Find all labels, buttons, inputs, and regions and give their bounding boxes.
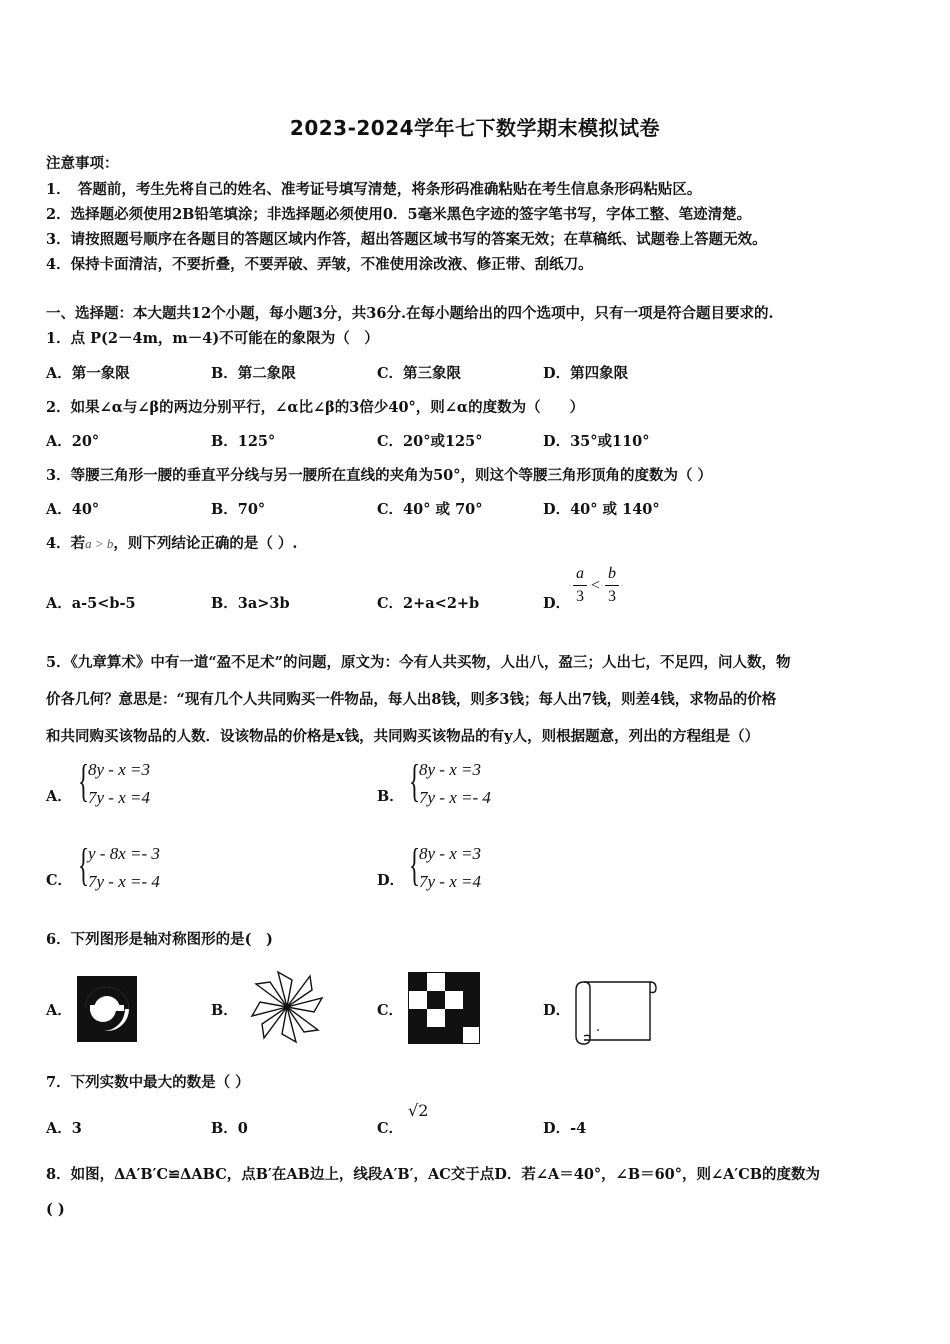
equation: 8y - x =3 [88, 760, 150, 779]
question-8-line: ( ) [46, 1201, 65, 1218]
question-1-stem: 1．点 P(2－4m，m－4)不可能在的象限为（ ） [46, 330, 379, 347]
q6-figure-c-squares [408, 972, 480, 1044]
q4-d-left-fraction [573, 565, 587, 606]
question-6-stem: 6．下列图形是轴对称图形的是( ) [46, 931, 273, 948]
q6-figure-b-pinwheel [248, 968, 326, 1046]
q7-option-d: D．-4 [543, 1120, 587, 1137]
q5-option-c-label: C． [46, 872, 73, 889]
question-4-stem [46, 532, 297, 553]
notice-heading: 注意事项： [46, 155, 119, 172]
equation: 7y - x =- 4 [88, 872, 160, 891]
q4-option-b: B．3a>3b [211, 595, 290, 612]
q4-d-right-fraction [605, 565, 619, 606]
section-heading: 一、选择题：本大题共12个小题，每小题3分，共36分.在每小题给出的四个选项中，只有一项是符合题目要求的. [46, 305, 774, 322]
question-5-line: 和共同购买该物品的人数．设该物品的价格是x钱，共同购买该物品的有y人，则根据题意，列出的方程组是（） [46, 728, 760, 745]
brace-icon: { [78, 755, 90, 806]
question-5-line: 5．《九章算术》中有一道“盈不足术”的问题，原文为：今有人共买物，人出八，盈三；人出七，不足四，问人数，物 [46, 654, 791, 671]
equation: y - 8x =- 3 [88, 844, 160, 863]
q5-option-b-label: B． [377, 788, 404, 805]
question-7-stem: 7．下列实数中最大的数是（ ） [46, 1074, 250, 1091]
equation: 7y - x =- 4 [419, 788, 491, 807]
q4-stem-pre: 4．若 [46, 535, 86, 552]
q4-d-operator: < [591, 577, 601, 594]
q2-option-c: C．20°或125° [377, 433, 483, 450]
q3-option-c: C．40° 或 70° [377, 501, 483, 518]
question-5-line: 价各几何？意思是：“现有几个人共同购买一件物品，每人出8钱，则多3钱；每人出7钱，则差4钱，求物品的价格 [46, 691, 777, 708]
q4-option-a: A．a-5<b-5 [46, 595, 136, 612]
equation: 7y - x =4 [88, 788, 150, 807]
notice-item: 2．选择题必须使用2B铅笔填涂；非选择题必须使用0．5毫米黑色字迹的签字笔书写，字体工整、笔迹清楚。 [46, 206, 752, 223]
brace-icon: { [409, 839, 421, 890]
q6-option-c-label: C． [377, 1002, 404, 1019]
q2-option-d: D．35°或110° [543, 433, 650, 450]
q7-option-a: A．3 [46, 1120, 82, 1137]
fraction-denominator: 3 [608, 588, 616, 605]
q3-option-b: B．70° [211, 501, 266, 518]
q1-option-b: B．第二象限 [211, 365, 296, 382]
q4-option-c: C．2+a<2+b [377, 595, 480, 612]
q4-option-d: D． [543, 595, 571, 612]
q1-option-d: D．第四象限 [543, 365, 629, 382]
q4-stem-post: ，则下列结论正确的是（ ）. [113, 535, 298, 552]
equation: 7y - x =4 [419, 872, 481, 891]
equation: 8y - x =3 [419, 760, 481, 779]
brace-icon: { [409, 755, 421, 806]
notice-item: 4．保持卡面清洁，不要折叠，不要弄破、弄皱，不准使用涂改液、修正带、刮纸刀。 [46, 256, 593, 273]
q6-figure-d-scroll [572, 974, 660, 1046]
brace-icon: { [78, 839, 90, 890]
q4-stem-math: a > b [85, 536, 114, 551]
q7-option-b: B．0 [211, 1120, 248, 1137]
fraction-numerator: a [576, 565, 584, 582]
q2-option-b: B．125° [211, 433, 276, 450]
question-8-line: 8．如图，ΔA′B′C≌ΔABC，点B′在AB边上，线段A′B′，AC交于点D．若∠A＝40°，∠B＝60°，则∠A′CB的度数为 [46, 1166, 821, 1183]
q6-option-d-label: D． [543, 1002, 571, 1019]
notice-item: 3．请按照题号顺序在各题目的答题区域内作答，超出答题区域书写的答案无效；在草稿纸、试题卷上答题无效。 [46, 231, 767, 248]
q1-option-a: A．第一象限 [46, 365, 130, 382]
q6-option-b-label: B． [211, 1002, 238, 1019]
q5-option-a-label: A． [46, 788, 72, 805]
fraction-denominator: 3 [576, 588, 584, 605]
q3-option-d: D．40° 或 140° [543, 501, 660, 518]
fraction-numerator: b [608, 565, 616, 582]
question-3-stem: 3．等腰三角形一腰的垂直平分线与另一腰所在直线的夹角为50°，则这个等腰三角形顶角的度数为（ ） [46, 467, 713, 484]
equation: 8y - x =3 [419, 844, 481, 863]
notice-item: 1． 答题前，考生先将自己的姓名、准考证号填写清楚，将条形码准确粘贴在考生信息条形码粘贴区。 [46, 181, 702, 198]
q6-figure-a [76, 975, 138, 1043]
question-2-stem: 2．如果∠α与∠β的两边分别平行，∠α比∠β的3倍少40°，则∠α的度数为（ ） [46, 399, 585, 416]
q5-option-d-label: D． [377, 872, 405, 889]
q1-option-c: C．第三象限 [377, 365, 462, 382]
q2-option-a: A．20° [46, 433, 100, 450]
page-title: 2023-2024学年七下数学期末模拟试卷 [289, 116, 661, 140]
q7-option-c: C． [377, 1120, 404, 1137]
q7-c-sqrt-value: √2 [408, 1101, 429, 1120]
q3-option-a: A．40° [46, 501, 100, 518]
q6-option-a-label: A． [46, 1002, 72, 1019]
